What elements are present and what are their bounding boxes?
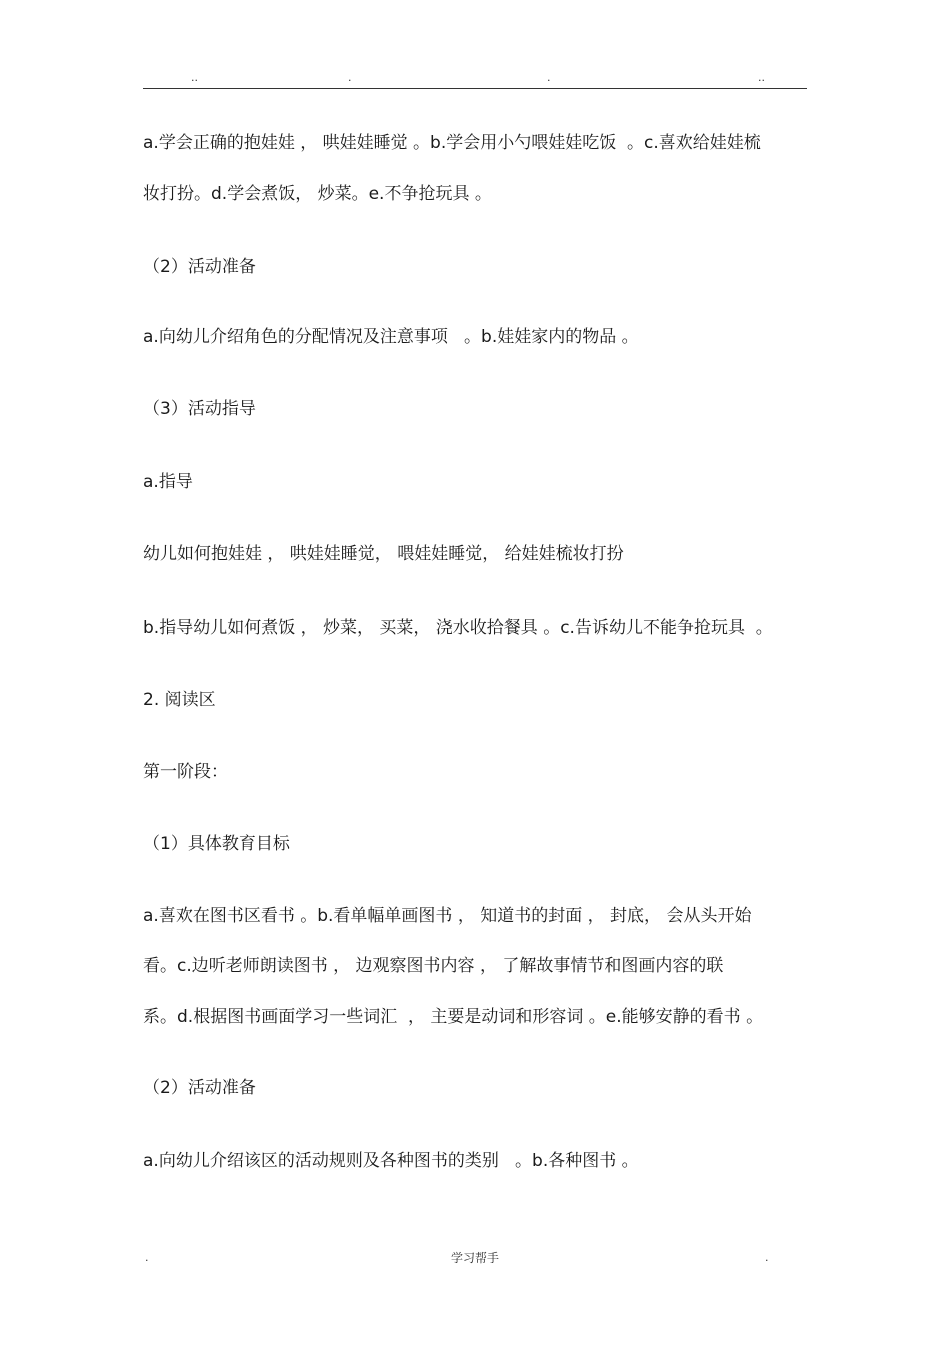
section-heading: （3）活动指导	[143, 399, 256, 419]
section-heading: （2）活动准备	[143, 257, 256, 277]
text-line: a.指导	[143, 472, 193, 492]
text-line: 妆打扮。d.学会煮饭， 炒菜。e.不争抢玩具 。	[143, 184, 492, 204]
text-line: 系。d.根据图书画面学习一些词汇 ， 主要是动词和形容词 。e.能够安静的看书 。	[143, 1007, 764, 1027]
header-mark-4: ..	[758, 71, 765, 84]
text-line: 看。c.边听老师朗读图书 ， 边观察图书内容 ， 了解故事情节和图画内容的联	[143, 956, 724, 976]
header-divider	[143, 88, 807, 89]
text-line: b.指导幼儿如何煮饭 ， 炒菜， 买菜， 浇水收拾餐具 。c.告诉幼儿不能争抢玩具 。	[143, 618, 773, 638]
text-line: a.喜欢在图书区看书 。b.看单幅单画图书 ， 知道书的封面 ， 封底， 会从头开始	[143, 906, 752, 926]
section-heading: 第一阶段：	[143, 762, 228, 782]
header-mark-1: ..	[191, 71, 198, 84]
header-mark-3: .	[547, 71, 551, 84]
text-line: a.向幼儿介绍角色的分配情况及注意事项 。b.娃娃家内的物品 。	[143, 327, 639, 347]
footer-title: 学习帮手	[450, 1251, 499, 1265]
footer-left-mark: .	[145, 1251, 149, 1264]
section-heading: （2）活动准备	[143, 1078, 256, 1098]
section-heading: 2. 阅读区	[143, 690, 216, 710]
text-line: 幼儿如何抱娃娃 ， 哄娃娃睡觉， 喂娃娃睡觉， 给娃娃梳妆打扮	[143, 544, 624, 564]
footer-right-mark: .	[765, 1251, 769, 1264]
text-line: a.向幼儿介绍该区的活动规则及各种图书的类别 。b.各种图书 。	[143, 1151, 639, 1171]
header-mark-2: .	[348, 71, 352, 84]
section-heading: （1）具体教育目标	[143, 834, 290, 854]
text-line: a.学会正确的抱娃娃 ， 哄娃娃睡觉 。b.学会用小勺喂娃娃吃饭 。c.喜欢给娃娃梳	[143, 133, 761, 153]
